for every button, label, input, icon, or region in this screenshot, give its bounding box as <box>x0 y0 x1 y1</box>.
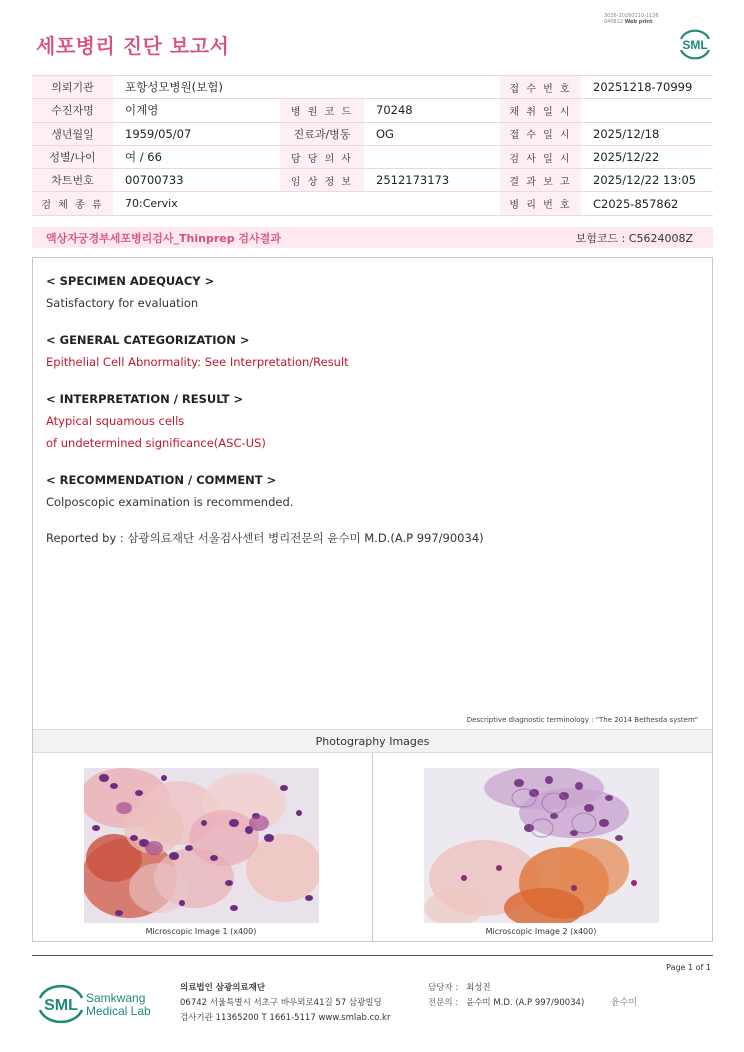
value-requesting-institution: 포항성모병원(보험) <box>113 76 500 99</box>
insurance-code: 보험코드 : C5624008Z <box>575 232 693 245</box>
value-sex-age: 여 / 66 <box>113 145 280 168</box>
recommendation-text: Colposcopic examination is recommended. <box>46 495 294 509</box>
label-accession-number: 접 수 번 호 <box>500 76 581 99</box>
manager-name: 최성진 <box>466 983 491 993</box>
value-received-date: 2025/12/18 <box>581 122 713 145</box>
patient-info-table <box>32 75 713 216</box>
label-specimen-type: 검 체 종 류 <box>32 192 113 215</box>
value-hospital-code: 70248 <box>364 99 500 122</box>
label-chart-number: 차트번호 <box>32 169 113 192</box>
general-categorization-text: Epithelial Cell Abnormality: See Interpretation/Result <box>46 355 349 369</box>
value-test-date: 2025/12/22 <box>581 145 713 168</box>
specimen-adequacy-heading: < SPECIMEN ADEQUACY > <box>46 274 215 288</box>
manager-label: 담당자 : <box>428 983 459 993</box>
info-row <box>32 99 713 122</box>
interpretation-heading: < INTERPRETATION / RESULT > <box>46 392 244 406</box>
organization-name: 의료법인 삼광의료재단 <box>180 983 266 993</box>
value-accession-number: 20251218-70999 <box>581 76 713 99</box>
terminology-note: Descriptive diagnostic terminology : "The 2014 Bethesda system" <box>466 716 698 724</box>
caption-image-2: Microscopic Image 2 (x400) <box>485 927 597 936</box>
label-physician: 담 당 의 사 <box>280 145 364 168</box>
interpretation-line2: of undetermined significance(ASC-US) <box>46 436 266 450</box>
interpretation-line1: Atypical squamous cells <box>46 414 185 428</box>
label-hospital-code: 병 원 코 드 <box>280 99 364 122</box>
web-print-label: Web print <box>624 19 653 25</box>
logo-text: SML <box>682 38 708 52</box>
caption-image-1: Microscopic Image 1 (x400) <box>145 927 257 936</box>
footer-logo-line2: Medical Lab <box>86 1004 151 1018</box>
print-id-line2: 040822 <box>604 19 624 25</box>
samkwang-logo-icon <box>38 980 188 1026</box>
value-report-date: 2025/12/22 13:05 <box>581 169 713 192</box>
label-collection-date: 채 취 일 시 <box>500 99 581 122</box>
microscopic-image-1 <box>84 768 319 923</box>
specimen-adequacy-text: Satisfactory for evaluation <box>46 296 199 310</box>
label-patient-name: 수진자명 <box>32 99 113 122</box>
value-specimen-type: 70:Cervix <box>113 192 500 215</box>
value-collection-date <box>581 99 713 122</box>
result-panel <box>32 257 713 942</box>
print-id-line1: 3036-20260110-1138 <box>604 13 659 19</box>
organization-address: 06742 서울특별시 서초구 바우뫼로41길 57 삼광빌딩 <box>180 998 382 1008</box>
label-received-date: 접 수 일 시 <box>500 122 581 145</box>
organization-info <box>180 981 390 1026</box>
photo-divider <box>372 753 373 942</box>
info-row <box>32 192 713 215</box>
reported-by: Reported by : 삼광의료재단 서울검사센터 병리전문의 윤수미 M.D.(A.P 997/90034) <box>46 531 484 545</box>
result-content <box>46 270 696 549</box>
info-row <box>32 169 713 192</box>
recommendation-heading: < RECOMMENDATION / COMMENT > <box>46 473 277 487</box>
specialist-name: 윤수미 M.D. (A.P 997/90034) <box>466 998 585 1008</box>
sml-logo-icon <box>676 27 714 61</box>
value-birth-date: 1959/05/07 <box>113 122 280 145</box>
general-categorization-heading: < GENERAL CATEGORIZATION > <box>46 333 250 347</box>
label-test-date: 검 사 일 시 <box>500 145 581 168</box>
value-chart-number: 00700733 <box>113 169 280 192</box>
value-department: OG <box>364 122 500 145</box>
microscopic-image-2 <box>424 768 659 923</box>
photography-header: Photography Images <box>33 729 712 753</box>
value-physician <box>364 145 500 168</box>
print-id <box>604 13 659 25</box>
label-report-date: 결 과 보 고 <box>500 169 581 192</box>
test-name: 액상자궁경부세포병리검사_Thinprep 검사결과 <box>46 232 281 245</box>
label-requesting-institution: 의뢰기관 <box>32 76 113 99</box>
label-department: 진료과/병동 <box>280 122 364 145</box>
specialist-label: 전문의 : <box>428 998 459 1008</box>
info-row <box>32 76 713 99</box>
staff-info <box>428 981 584 1011</box>
info-row <box>32 145 713 168</box>
label-sex-age: 성별/나이 <box>32 145 113 168</box>
footer-divider <box>32 955 713 956</box>
label-clinical-info: 임 상 정 보 <box>280 169 364 192</box>
value-clinical-info: 2512173173 <box>364 169 500 192</box>
page-number: Page 1 of 1 <box>666 963 711 972</box>
footer-logo-line1: Samkwang <box>86 991 146 1005</box>
test-title-bar <box>32 227 713 248</box>
label-pathology-number: 병 리 번 호 <box>500 192 581 215</box>
value-pathology-number: C2025-857862 <box>581 192 713 215</box>
page-title: 세포병리 진단 보고서 <box>36 34 230 58</box>
value-patient-name: 이계영 <box>113 99 280 122</box>
footer-logo-text: SML <box>44 997 78 1014</box>
label-birth-date: 생년월일 <box>32 122 113 145</box>
organization-contact: 검사기관 11365200 T 1661-5117 www.smlab.co.kr <box>180 1013 391 1023</box>
info-row <box>32 122 713 145</box>
specialist-signature: 윤수미 <box>611 998 638 1008</box>
